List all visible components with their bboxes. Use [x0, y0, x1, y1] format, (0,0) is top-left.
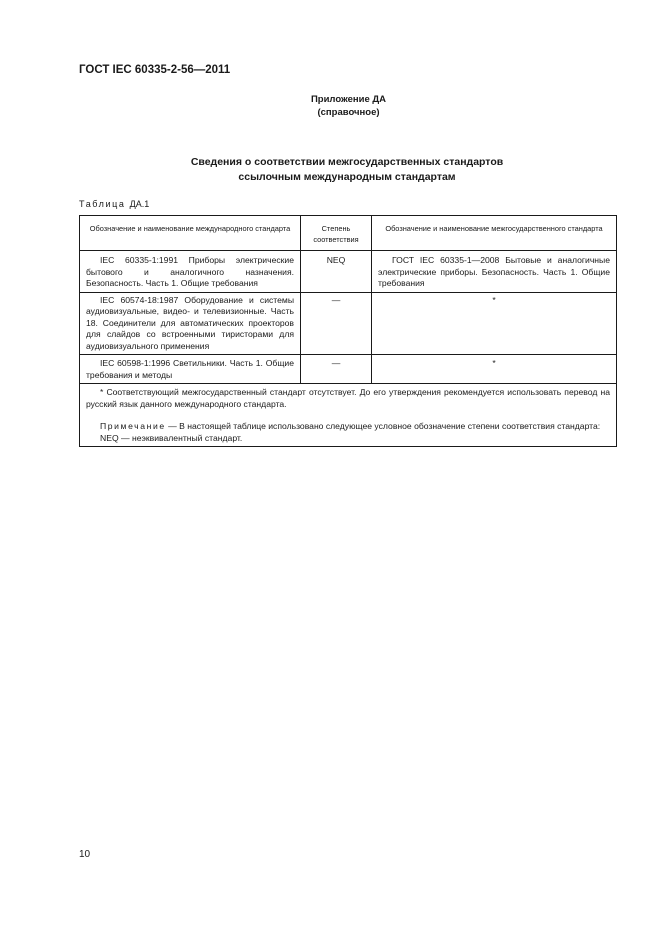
table-header-row [80, 216, 617, 251]
note-body: — В настоящей таблице использовано следующее условное обозначение степени соответствия стандарта: [165, 421, 601, 431]
cell-degree: NEQ [301, 251, 372, 293]
column-header-international: Обозначение и наименование международного стандарта [80, 216, 301, 251]
cell-degree: — [301, 292, 372, 355]
document-header: ГОСТ IEC 60335-2-56—2011 [79, 64, 231, 76]
correspondence-table [79, 215, 617, 447]
appendix-title: Приложение ДА [310, 94, 387, 105]
page-number: 10 [79, 849, 91, 860]
table-notes-row [80, 384, 617, 447]
appendix-subtitle: (справочное) [317, 107, 380, 118]
table-row [80, 251, 617, 293]
cell-international-standard: IEC 60598-1:1996 Светильники. Часть 1. Общие требования и методы [80, 355, 301, 384]
section-title-line-2: ссылочным международным стандартам [238, 171, 456, 183]
table-notes-cell [80, 384, 617, 447]
cell-international-standard: IEC 60574-18:1987 Оборудование и системы аудиовизуальные, видео- и телевизионные. Часть 18. Соединители для автоматических проекторов для слайдов со встроенными тиристорами для аудиовизуального применения [80, 292, 301, 355]
note-label: Примечание [100, 421, 166, 431]
cell-degree: — [301, 355, 372, 384]
column-header-interstate: Обозначение и наименование межгосударственного стандарта [372, 216, 617, 251]
table-caption [79, 199, 149, 209]
table-row [80, 292, 617, 355]
table-footnote: * Соответствующий межгосударственный стандарт отсутствует. До его утверждения рекомендуется использовать перевод на русский язык данного международного стандарта. [86, 387, 610, 409]
table-row [80, 355, 617, 384]
table-note-text [86, 420, 610, 432]
table-caption-id: ДА.1 [129, 199, 150, 209]
column-header-degree: Степень соответствия [301, 216, 372, 251]
table-note [86, 420, 610, 444]
cell-interstate-standard: * [372, 355, 617, 384]
section-title [79, 155, 615, 185]
cell-interstate-standard: ГОСТ IEC 60335-1—2008 Бытовые и аналогичные электрические приборы. Безопасность. Часть 1. Общие требования [372, 251, 617, 293]
cell-interstate-standard: * [372, 292, 617, 355]
section-title-line-1: Сведения о соответствии межгосударственных стандартов [190, 156, 504, 168]
table-caption-word: Таблица [79, 199, 126, 209]
cell-international-standard: IEC 60335-1:1991 Приборы электрические бытового и аналогичного назначения. Безопасность. Часть 1. Общие требования [80, 251, 301, 293]
note-legend: NEQ — неэквивалентный стандарт. [100, 433, 243, 443]
